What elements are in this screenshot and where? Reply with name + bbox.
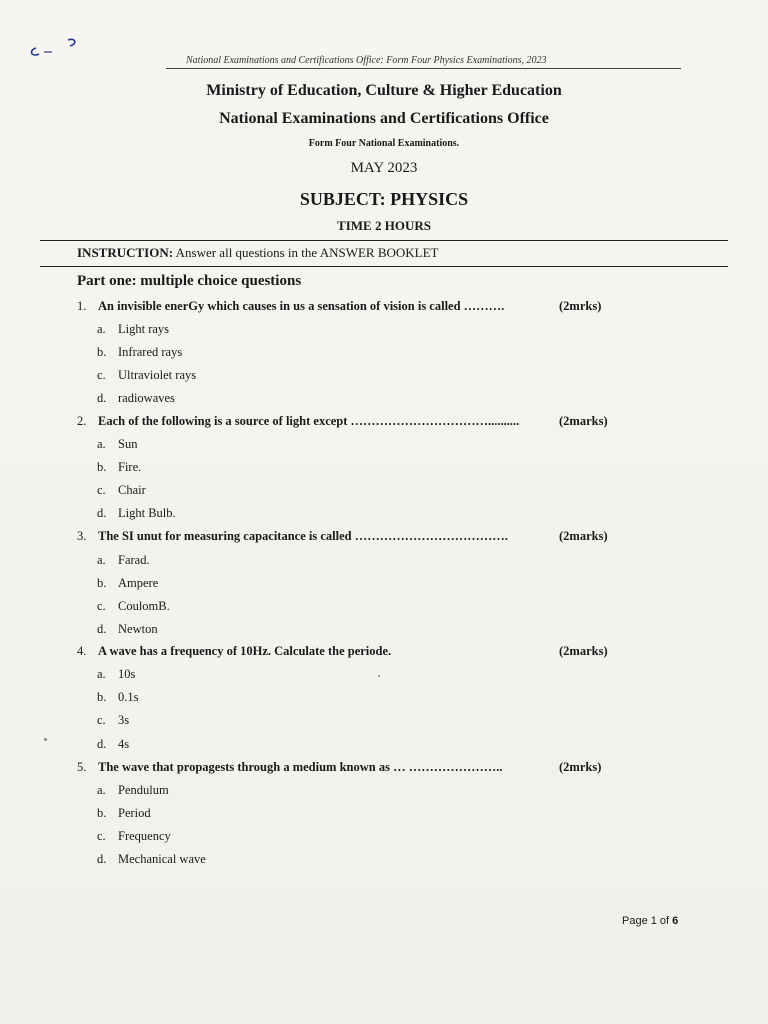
question-number: 2. — [77, 414, 87, 428]
page-number-total: 6 — [672, 915, 679, 927]
option-letter: b. — [97, 460, 107, 474]
option-text: Infrared rays — [118, 345, 183, 359]
exam-duration: TIME 2 HOURS — [337, 218, 431, 233]
option-text: 0.1s — [118, 690, 139, 704]
option-letter: d. — [97, 737, 107, 751]
option-text: Newton — [118, 622, 158, 636]
option-text: 4s — [118, 737, 130, 751]
running-header: National Examinations and Certifications Office: Form Four Physics Examinations, 2023 — [186, 55, 547, 66]
option-letter: c. — [97, 713, 106, 727]
question-text: The SI unut for measuring capacitance is called ………………………………. — [98, 529, 508, 543]
option-letter: b. — [97, 690, 107, 704]
option-text: Ampere — [118, 576, 159, 590]
page-number-prefix: Page 1 of — [622, 915, 670, 927]
option-letter: d. — [97, 506, 107, 520]
option-letter: c. — [97, 599, 106, 613]
question-text: Each of the following is a source of light except …………………………….......... — [98, 414, 520, 428]
question-marks: (2mrks) — [559, 760, 602, 774]
exam-date: MAY 2023 — [350, 160, 418, 176]
option-text: Sun — [118, 437, 138, 451]
question-number: 5. — [77, 760, 87, 774]
option-text: Farad. — [118, 553, 150, 567]
pen-scribble-mark — [26, 34, 86, 60]
option-letter: c. — [97, 368, 106, 382]
question-text: The wave that propagests through a medium known as … ………………….. — [98, 760, 503, 774]
option-text: Light Bulb. — [118, 506, 176, 520]
option-letter: d. — [97, 622, 107, 636]
question-marks: (2marks) — [559, 414, 608, 428]
question-marks: (2marks) — [559, 644, 608, 658]
option-letter: a. — [97, 667, 106, 681]
option-text: Period — [118, 806, 151, 820]
part-heading: Part one: multiple choice questions — [77, 273, 302, 289]
option-letter: d. — [97, 852, 107, 866]
option-text: CoulomB. — [118, 599, 170, 613]
option-text: radiowaves — [118, 391, 175, 405]
option-letter: a. — [97, 322, 106, 336]
option-letter: d. — [97, 391, 107, 405]
instruction-text: Answer all questions in the ANSWER BOOKLET — [175, 245, 439, 260]
option-text: Pendulum — [118, 783, 169, 797]
option-text: Mechanical wave — [118, 852, 206, 866]
running-header-rule — [166, 68, 681, 69]
question-number: 4. — [77, 644, 87, 658]
option-letter: b. — [97, 576, 107, 590]
instruction-rule-top — [40, 240, 728, 241]
option-letter: a. — [97, 553, 106, 567]
option-letter: a. — [97, 437, 106, 451]
scan-speck — [44, 738, 47, 741]
question-text: A wave has a frequency of 10Hz. Calculate the periode. — [98, 644, 392, 658]
instruction-rule-bottom — [40, 266, 728, 267]
option-text: Chair — [118, 483, 146, 497]
option-text: Ultraviolet rays — [118, 368, 197, 382]
option-text: Fire. — [118, 460, 142, 474]
option-letter: b. — [97, 345, 107, 359]
question-marks: (2marks) — [559, 529, 608, 543]
question-number: 1. — [77, 299, 87, 313]
option-text: Light rays — [118, 322, 170, 336]
ministry-title: Ministry of Education, Culture & Higher Education — [206, 82, 562, 99]
option-letter: a. — [97, 783, 106, 797]
question-marks: (2mrks) — [559, 299, 602, 313]
question-number: 3. — [77, 529, 87, 543]
option-text: 3s — [118, 713, 130, 727]
question-text: An invisible enerGy which causes in us a sensation of vision is called ………. — [98, 299, 505, 313]
instruction-label: INSTRUCTION: — [77, 245, 174, 260]
option-text: 10s — [118, 667, 136, 681]
subject-title: SUBJECT: PHYSICS — [299, 189, 469, 209]
scan-speck — [378, 675, 380, 677]
option-text: Frequency — [118, 829, 171, 843]
option-letter: b. — [97, 806, 107, 820]
exam-type: Form Four National Examinations. — [308, 138, 460, 149]
office-title: National Examinations and Certifications Office — [219, 110, 549, 127]
instruction — [77, 245, 439, 261]
page-number — [622, 915, 678, 927]
option-letter: c. — [97, 829, 106, 843]
option-letter: c. — [97, 483, 106, 497]
